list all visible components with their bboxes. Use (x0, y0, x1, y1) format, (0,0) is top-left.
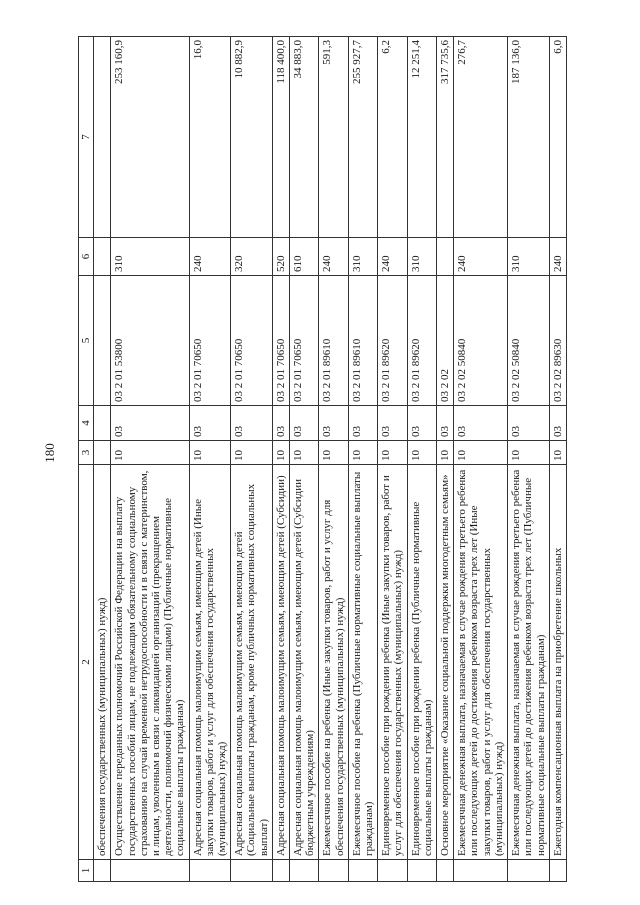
expense-type-cell: 310 (111, 238, 189, 276)
expense-type-cell: 240 (549, 238, 566, 276)
section-code-cell: 10 (549, 441, 566, 465)
column-header: 4 (79, 406, 94, 441)
row-name-cell: Адресная социальная помощь малоимущим семьям, имеющим детей (Субсидии бюджетным учреждениям) (290, 465, 319, 860)
amount-cell: 6,2 (378, 37, 407, 238)
amount-cell: 253 160,9 (111, 37, 189, 238)
subsection-code-cell: 03 (231, 406, 273, 441)
row-name-cell: Ежемесячное пособие на ребенка (Иные закупки товаров, работ и услуг для обеспечения государственных (муниципальных) нужд) (319, 465, 348, 860)
row-name-cell: Осуществление переданных полномочий Российской Федерации на выплату государственных пособий лицам, не подлежащим обязательному социальному страхованию на случай временной нетрудоспособности и в связи с материнством, и лицам, уволенным в связи с ликвидацией организаций (прекращением деятельности, полномочий физическими лицами) (Публичные нормативные социальные выплаты гражданам) (111, 465, 189, 860)
subsection-code-cell: 03 (407, 406, 436, 441)
column-header: 5 (79, 276, 94, 406)
amount-cell: 12 251,4 (407, 37, 436, 238)
table-header-row (79, 37, 94, 882)
expense-type-cell: 310 (407, 238, 436, 276)
row-name-cell: Ежегодная компенсационная выплата на приобретение школьных (549, 465, 566, 860)
row-name-cell: Единовременное пособие при рождении ребенка (Публичные нормативные социальные выплаты гражданам) (407, 465, 436, 860)
section-code-cell: 10 (348, 441, 377, 465)
row-name-cell: Ежемесячная денежная выплата, назначаемая в случае рождения третьего ребенка или последующих детей до достижения ребенком возраста трех лет (Иные закупки товаров, работ и услуг для обеспечения государственных (муниципальных) нужд) (454, 465, 508, 860)
table-row (348, 37, 377, 882)
amount-cell: 317 735,6 (437, 37, 454, 238)
amount-cell: 16,0 (189, 37, 231, 238)
row-name-cell: Ежемесячная денежная выплата, назначаемая в случае рождения третьего ребенка или последующих детей до достижения ребенком возраста трех лет (Публичные нормативные социальные выплаты гражданам) (508, 465, 550, 860)
section-code-cell: 10 (231, 441, 273, 465)
target-article-cell: 03 2 01 70650 (272, 276, 289, 406)
expense-type-cell: 310 (508, 238, 550, 276)
table-row (272, 37, 289, 882)
row-name-cell: Адресная социальная помощь малоимущим семьям, имеющим детей (Субсидии) (272, 465, 289, 860)
section-code-cell: 10 (407, 441, 436, 465)
row-index-cell (189, 860, 231, 882)
table-body (94, 37, 567, 882)
target-article-cell: 03 2 01 70650 (290, 276, 319, 406)
amount-cell: 255 927,7 (348, 37, 377, 238)
amount-cell: 591,3 (319, 37, 348, 238)
expense-type-cell: 240 (189, 238, 231, 276)
table-row (94, 37, 111, 882)
expense-type-cell: 320 (231, 238, 273, 276)
subsection-code-cell: 03 (454, 406, 508, 441)
table-row (111, 37, 189, 882)
table-row (454, 37, 508, 882)
row-index-cell (378, 860, 407, 882)
row-name-cell: Основное мероприятие «Оказание социальной поддержки многодетным семьям» (437, 465, 454, 860)
subsection-code-cell: 03 (319, 406, 348, 441)
row-name-cell: Адресная социальная помощь малоимущим семьям, имеющим детей (Иные закупки товаров, работ и услуг для обеспечения государственных (муниципальных) нужд) (189, 465, 231, 860)
amount-cell: 187 136,0 (508, 37, 550, 238)
section-code-cell: 10 (290, 441, 319, 465)
target-article-cell: 03 2 01 53800 (111, 276, 189, 406)
row-index-cell (272, 860, 289, 882)
row-index-cell (348, 860, 377, 882)
section-code-cell: 10 (378, 441, 407, 465)
section-code-cell: 10 (272, 441, 289, 465)
row-index-cell (508, 860, 550, 882)
target-article-cell: 03 2 01 89610 (319, 276, 348, 406)
row-index-cell (454, 860, 508, 882)
subsection-code-cell: 03 (272, 406, 289, 441)
subsection-code-cell (94, 406, 111, 441)
page-number: 180 (42, 443, 57, 463)
row-index-cell (549, 860, 566, 882)
expense-type-cell (94, 238, 111, 276)
row-name-cell: Единовременное пособие при рождении ребенка (Иные закупки товаров, работ и услуг для обеспечения государственных (муниципальных) нужд) (378, 465, 407, 860)
table-row (508, 37, 550, 882)
section-code-cell: 10 (189, 441, 231, 465)
expense-type-cell: 610 (290, 238, 319, 276)
section-code-cell: 10 (111, 441, 189, 465)
target-article-cell: 03 2 02 89630 (549, 276, 566, 406)
table-row (231, 37, 273, 882)
row-index-cell (290, 860, 319, 882)
target-article-cell: 03 2 02 50840 (454, 276, 508, 406)
row-name-cell: Ежемесячное пособие на ребенка (Публичные нормативные социальные выплаты гражданам) (348, 465, 377, 860)
subsection-code-cell: 03 (111, 406, 189, 441)
target-article-cell: 03 2 01 89620 (407, 276, 436, 406)
budget-table (78, 36, 567, 882)
table-row (549, 37, 566, 882)
subsection-code-cell: 03 (378, 406, 407, 441)
subsection-code-cell: 03 (508, 406, 550, 441)
target-article-cell (94, 276, 111, 406)
subsection-code-cell: 03 (189, 406, 231, 441)
expense-type-cell: 310 (348, 238, 377, 276)
subsection-code-cell: 03 (290, 406, 319, 441)
section-code-cell: 10 (319, 441, 348, 465)
amount-cell: 10 882,9 (231, 37, 273, 238)
row-index-cell (407, 860, 436, 882)
target-article-cell: 03 2 01 70650 (189, 276, 231, 406)
section-code-cell: 10 (437, 441, 454, 465)
row-index-cell (437, 860, 454, 882)
target-article-cell: 03 2 02 (437, 276, 454, 406)
target-article-cell: 03 2 02 50840 (508, 276, 550, 406)
expense-type-cell (437, 238, 454, 276)
subsection-code-cell: 03 (549, 406, 566, 441)
row-index-cell (111, 860, 189, 882)
section-code-cell (94, 441, 111, 465)
amount-cell: 118 400,0 (272, 37, 289, 238)
section-code-cell: 10 (508, 441, 550, 465)
row-index-cell (231, 860, 273, 882)
column-header: 1 (79, 860, 94, 882)
target-article-cell: 03 2 01 89610 (348, 276, 377, 406)
row-index-cell (319, 860, 348, 882)
expense-type-cell: 240 (454, 238, 508, 276)
column-header: 7 (79, 37, 94, 238)
subsection-code-cell: 03 (348, 406, 377, 441)
amount-cell: 34 883,0 (290, 37, 319, 238)
row-name-cell: Адресная социальная помощь малоимущим семьям, имеющим детей (Социальные выплаты гражданам, кроме публичных нормативных социальных выплат) (231, 465, 273, 860)
expense-type-cell: 520 (272, 238, 289, 276)
table-row (407, 37, 436, 882)
amount-cell: 276,7 (454, 37, 508, 238)
section-code-cell: 10 (454, 441, 508, 465)
target-article-cell: 03 2 01 89620 (378, 276, 407, 406)
expense-type-cell: 240 (378, 238, 407, 276)
table-row (290, 37, 319, 882)
table-row (437, 37, 454, 882)
table-row (319, 37, 348, 882)
budget-table-rotated (78, 37, 638, 882)
row-name-cell: обеспечения государственных (муниципальных) нужд) (94, 465, 111, 860)
subsection-code-cell: 03 (437, 406, 454, 441)
amount-cell: 6,0 (549, 37, 566, 238)
table-row (378, 37, 407, 882)
table-row (189, 37, 231, 882)
amount-cell (94, 37, 111, 238)
expense-type-cell: 240 (319, 238, 348, 276)
column-header: 6 (79, 238, 94, 276)
column-header: 2 (79, 465, 94, 860)
target-article-cell: 03 2 01 70650 (231, 276, 273, 406)
column-header: 3 (79, 441, 94, 465)
row-index-cell (94, 860, 111, 882)
